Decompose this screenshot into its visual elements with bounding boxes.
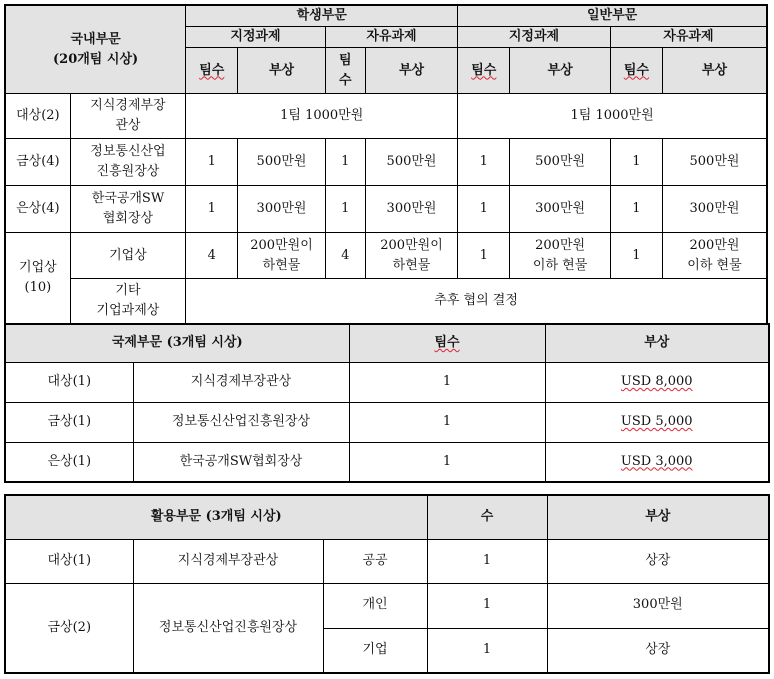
international-teams: 1 <box>349 402 545 442</box>
international-award: 지식경제부장관상 <box>133 362 349 402</box>
table-cell: 1 <box>458 233 510 279</box>
grand-prize-general: 1팀 1000만원 <box>458 94 767 139</box>
application-prize: 상장 <box>547 628 769 673</box>
table-cell: 1 <box>458 186 510 233</box>
table-cell: 1 <box>186 186 238 233</box>
table-cell: 1 <box>610 233 662 279</box>
prize-header: 부상 <box>662 48 767 94</box>
prize-header: 부상 <box>510 48 610 94</box>
table-cell: 500만원 <box>238 139 325 186</box>
international-teams: 1 <box>349 442 545 482</box>
international-label: 은상(1) <box>5 442 133 482</box>
table-cell: 1 <box>325 139 365 186</box>
table-cell: 1 <box>610 186 662 233</box>
application-count: 1 <box>427 583 547 628</box>
international-title: 국제부문 (3개팀 시상) <box>5 324 349 362</box>
teams-header: 팀수 <box>610 48 662 94</box>
table-row <box>5 539 769 583</box>
general-designated-header: 지정과제 <box>458 27 611 48</box>
application-gold-label: 금상(2) <box>5 583 133 673</box>
domestic-title: 국내부문 <box>70 31 121 47</box>
gold-prize-label: 금상(4) <box>5 139 70 186</box>
domestic-subtitle: (20개팀 시상) <box>53 51 139 67</box>
table-cell: 1 <box>186 139 238 186</box>
table-row <box>5 402 769 442</box>
table-cell: 300만원 <box>510 186 610 233</box>
table-cell: 500만원 <box>662 139 767 186</box>
application-title: 활용부문 (3개팀 시상) <box>5 495 427 539</box>
general-division-header: 일반부문 <box>458 5 767 27</box>
table-cell: 300만원 <box>662 186 767 233</box>
table-cell: 1 <box>325 186 365 233</box>
table-cell: 200만원 이하 현물 <box>662 233 767 279</box>
other-corporate-award: 기타 기업과제상 <box>70 279 185 324</box>
count-header: 수 <box>427 495 547 539</box>
corporate-prize-label: 기업상 (10) <box>5 233 70 324</box>
table-cell: 4 <box>325 233 365 279</box>
table-cell: 4 <box>186 233 238 279</box>
international-prize: USD 5,000 <box>545 402 769 442</box>
table-cell: 1 <box>458 139 510 186</box>
international-prize: USD 3,000 <box>545 442 769 482</box>
table-cell: 1 <box>610 139 662 186</box>
application-grand-award: 지식경제부장관상 <box>133 539 323 583</box>
table-cell: 300만원 <box>365 186 457 233</box>
table-cell: 500만원 <box>365 139 457 186</box>
prize-header: 부상 <box>238 48 325 94</box>
grand-prize-label: 대상(2) <box>5 94 70 139</box>
international-prize: USD 8,000 <box>545 362 769 402</box>
application-count: 1 <box>427 628 547 673</box>
table-cell: 200만원이 하현물 <box>365 233 457 279</box>
student-designated-header: 지정과제 <box>186 27 326 48</box>
prize-header: 부상 <box>547 495 769 539</box>
prize-header: 부상 <box>365 48 457 94</box>
teams-header: 팀수 <box>458 48 510 94</box>
application-type: 개인 <box>323 583 427 628</box>
other-corporate-value: 추후 협의 결정 <box>186 279 767 324</box>
table-cell: 200만원 이하 현물 <box>510 233 610 279</box>
domestic-awards-table <box>4 4 768 325</box>
international-label: 대상(1) <box>5 362 133 402</box>
table-cell: 300만원 <box>238 186 325 233</box>
prize-header: 부상 <box>545 324 769 362</box>
table-row <box>5 139 767 186</box>
teams-header: 팀수 <box>186 48 238 94</box>
table-row <box>5 233 767 279</box>
general-free-header: 자유과제 <box>610 27 767 48</box>
table-row <box>5 94 767 139</box>
international-awards-table <box>4 323 770 483</box>
international-label: 금상(1) <box>5 402 133 442</box>
table-cell: 200만원이 하현물 <box>238 233 325 279</box>
application-type: 기업 <box>323 628 427 673</box>
corporate-prize-award: 기업상 <box>70 233 185 279</box>
gold-prize-award: 정보통신산업 진흥원장상 <box>70 139 185 186</box>
application-prize: 300만원 <box>547 583 769 628</box>
silver-prize-label: 은상(4) <box>5 186 70 233</box>
domestic-title-cell <box>5 5 186 94</box>
grand-prize-student: 1팀 1000만원 <box>186 94 458 139</box>
table-cell: 500만원 <box>510 139 610 186</box>
application-count: 1 <box>427 539 547 583</box>
table-row <box>5 186 767 233</box>
table-row <box>5 442 769 482</box>
teams-header: 팀수 <box>349 324 545 362</box>
table-row <box>5 362 769 402</box>
application-prize: 상장 <box>547 539 769 583</box>
student-free-header: 자유과제 <box>325 27 458 48</box>
international-award: 한국공개SW협회장상 <box>133 442 349 482</box>
grand-prize-award: 지식경제부장 관상 <box>70 94 185 139</box>
teams-header-split: 팀 수 <box>325 48 365 94</box>
table-row <box>5 583 769 628</box>
application-awards-table <box>4 494 770 674</box>
international-teams: 1 <box>349 362 545 402</box>
application-grand-label: 대상(1) <box>5 539 133 583</box>
application-type: 공공 <box>323 539 427 583</box>
table-row <box>5 279 767 324</box>
student-division-header: 학생부문 <box>186 5 458 27</box>
silver-prize-award: 한국공개SW 협회장상 <box>70 186 185 233</box>
application-gold-award: 정보통신산업진흥원장상 <box>133 583 323 673</box>
international-award: 정보통신산업진흥원장상 <box>133 402 349 442</box>
